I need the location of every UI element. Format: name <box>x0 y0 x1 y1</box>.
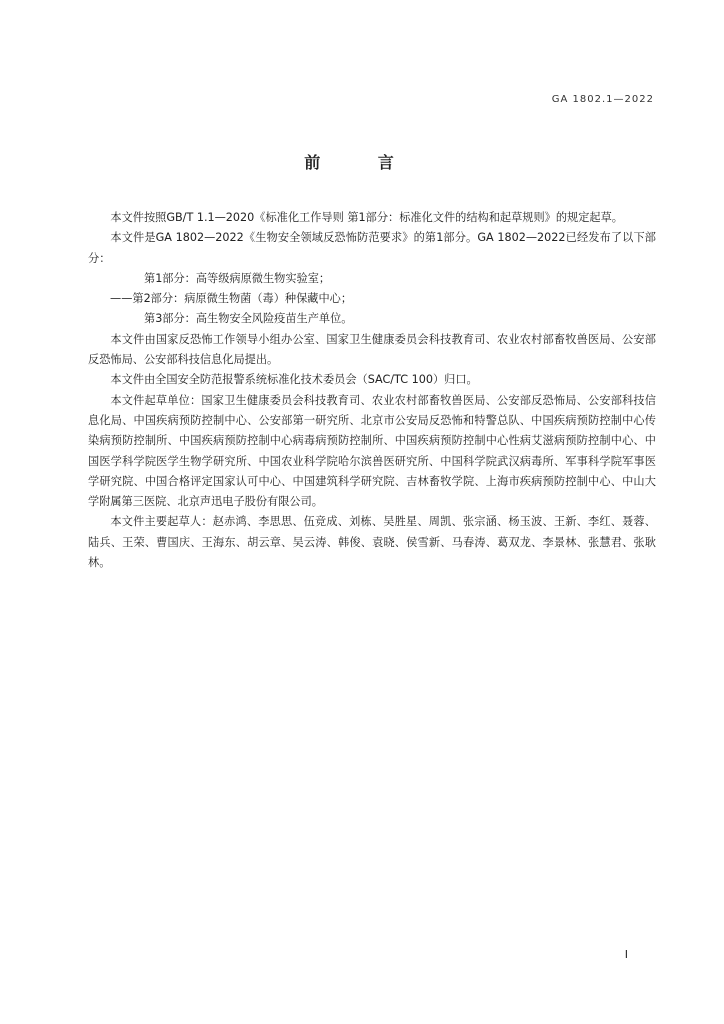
paragraph-proposed-by: 本文件由国家反恐怖工作领导小组办公室、国家卫生健康委员会科技教育司、农业农村部畜牧兽医局、公安部反恐怖局、公安部科技信息化局提出。 <box>88 332 656 367</box>
paragraph-document-part: 本文件是GA 1802—2022《生物安全领域反恐怖防范要求》的第1部分。GA 1802—2022已经发布了以下部分： <box>88 231 656 265</box>
paragraph-drafting-rules: 本文件按照GB/T 1.1—2020《标准化工作导则 第1部分：标准化文件的结构和起草规则》的规定起草。 <box>110 211 623 224</box>
list-item-part-1: 第1部分：高等级病原微生物实验室； <box>144 271 331 285</box>
paragraph-centralized-by: 本文件由全国安全防范报警系统标准化技术委员会（SAC/TC 100）归口。 <box>110 373 478 387</box>
page-title: 前 言 <box>304 153 420 172</box>
paragraph-main-drafters: 本文件主要起草人：赵赤鸿、李思思、伍竞成、刘栋、吴胜星、周凯、张宗涵、杨玉波、王新、李红、聂蓉、陆兵、王荣、曹国庆、王海东、胡云章、吴云涛、韩俊、袁晓、侯雪新、马春涛、葛双龙、李景林、张慧君、张耿林。 <box>88 515 656 570</box>
list-item-part-3: 第3部分：高生物安全风险疫苗生产单位。 <box>144 312 353 326</box>
standard-code: GA 1802.1—2022 <box>551 94 654 105</box>
paragraph-drafting-units: 本文件起草单位：国家卫生健康委员会科技教育司、农业农村部畜牧兽医局、公安部反恐怖局、公安部科技信息化局、中国疾病预防控制中心、公安部第一研究所、北京市公安局反恐怖和特警总队、中国疾病预防控制中心传染病预防控制所、中国疾病预防控制中心病毒病预防控制所、中国疾病预防控制中心性病艾滋病预防控制中心、中国医学科学院医学生物学研究所、中国农业科学院哈尔滨兽医研究所、中国科学院武汉病毒所、军事科学院军事医学研究院、中国合格评定国家认可中心、中国建筑科学研究院、吉林畜牧学院、上海市疾病预防控制中心、中山大学附属第三医院、北京声迅电子股份有限公司。 <box>88 393 656 509</box>
page-number: I <box>624 948 628 961</box>
foreword-body <box>88 208 656 573</box>
list-item-part-2: ——第2部分：病原微生物菌（毒）种保藏中心； <box>110 292 353 306</box>
